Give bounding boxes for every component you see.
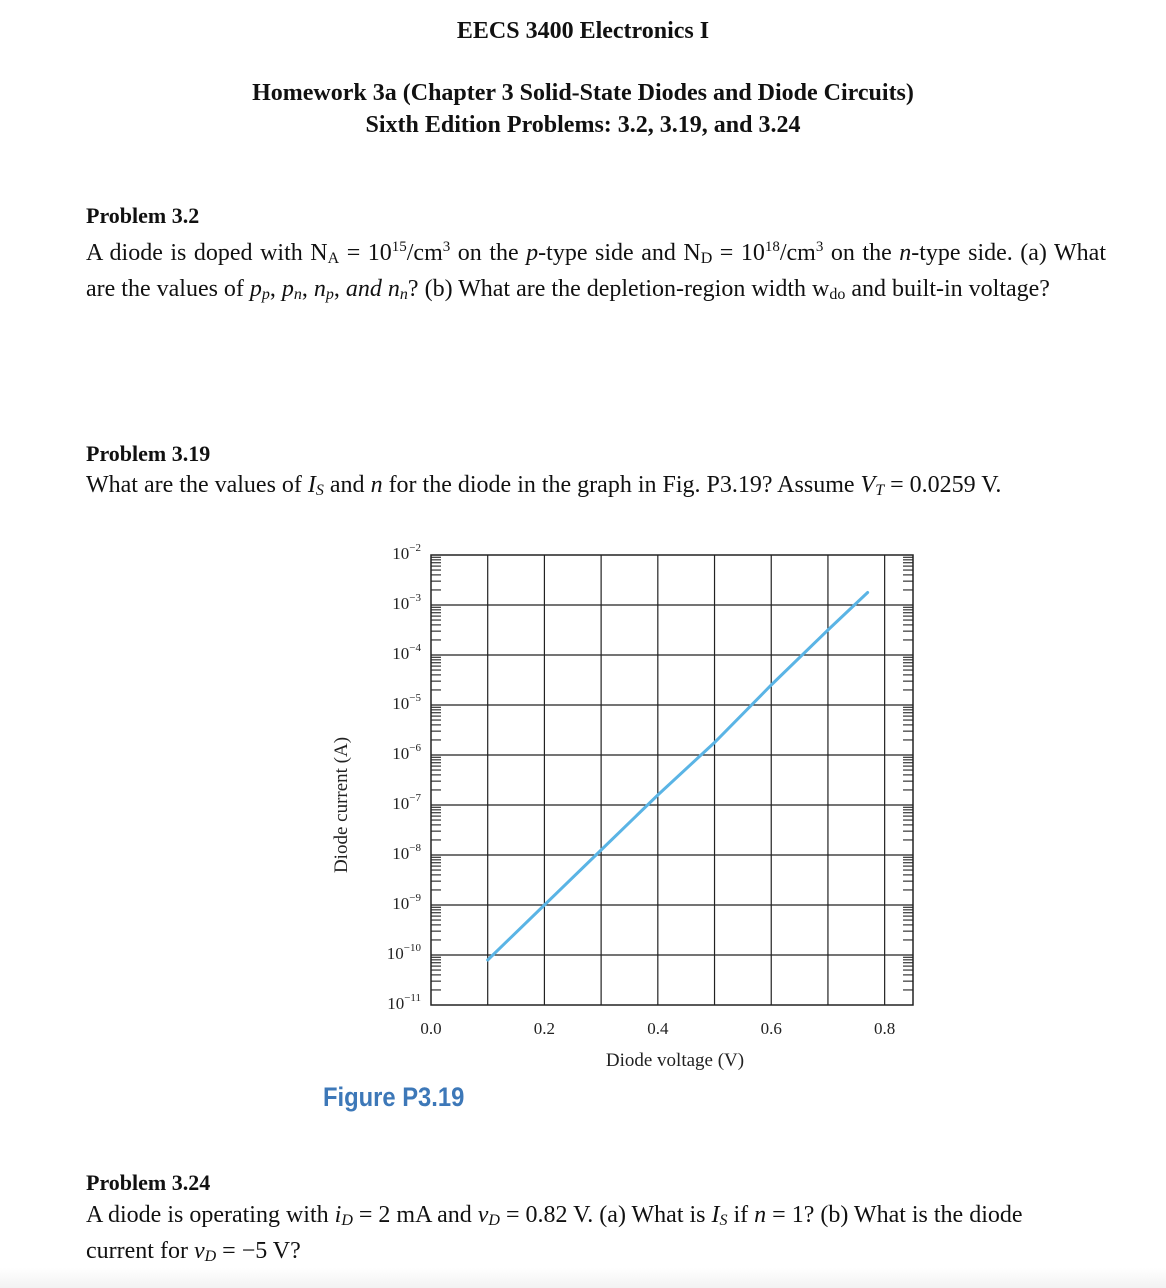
italic-run: p: [526, 240, 539, 266]
diode-iv-chart: [300, 525, 960, 1085]
y-tick-exponent: −10: [403, 942, 421, 954]
text-run: ,: [269, 276, 282, 302]
y-tick-base: 10: [386, 944, 404, 963]
superscript: 3: [442, 239, 451, 255]
italic-run: v: [193, 1238, 205, 1264]
y-tick-base: 10: [392, 594, 410, 613]
y-axis-title: Diode current (A): [331, 736, 352, 874]
y-tick-exponent: −7: [409, 792, 421, 804]
y-tick-label: [392, 592, 421, 613]
subscript: p: [261, 286, 270, 303]
subscript: D: [700, 250, 713, 267]
problem-3-24-text: [86, 1200, 1076, 1272]
y-tick-base: 10: [392, 894, 410, 913]
subscript: n: [399, 286, 408, 303]
subscript: D: [341, 1212, 353, 1229]
italic-run: v: [477, 1202, 489, 1228]
subscript: do: [829, 286, 846, 303]
problem-3-24-heading: Problem 3.24: [86, 1170, 211, 1195]
y-tick-exponent: −6: [409, 742, 421, 754]
y-tick-label: [387, 992, 421, 1013]
italic-run: n: [754, 1202, 767, 1228]
y-tick-exponent: −3: [409, 592, 421, 604]
subscript: p: [325, 286, 334, 303]
x-tick-label: 0.4: [647, 1019, 669, 1038]
y-tick-base: 10: [392, 744, 410, 763]
text-run: A diode is doped with N: [86, 240, 328, 266]
x-tick-label: 0.8: [874, 1019, 896, 1038]
y-tick-base: 10: [392, 694, 410, 713]
italic-run: n: [370, 472, 383, 498]
y-tick-base: 10: [392, 544, 410, 563]
italic-run: and n: [345, 276, 400, 302]
y-tick-base: 10: [392, 844, 410, 863]
text-run: = 1? (b) What is the diode current for: [86, 1202, 1023, 1264]
subscript: T: [875, 482, 885, 499]
italic-run: i: [334, 1202, 342, 1228]
text-run: /cm: [406, 240, 443, 266]
page-bottom-shade: [0, 1268, 1166, 1288]
y-tick-label: [392, 692, 421, 713]
text-run: for the diode in the graph in Fig. P3.19? Assume: [382, 472, 861, 498]
y-tick-label: [392, 892, 421, 913]
problem-3-19-text: [86, 470, 1106, 506]
y-tick-base: 10: [392, 794, 410, 813]
text-run: = 0.82 V. (a) What is: [499, 1202, 712, 1228]
y-tick-label: [392, 792, 421, 813]
subscript: S: [315, 482, 324, 499]
text-run: = 0.0259 V.: [884, 472, 1002, 498]
x-axis-title: Diode voltage (V): [605, 1050, 745, 1071]
y-tick-base: 10: [387, 994, 405, 1013]
text-run: = 10: [339, 240, 392, 266]
y-tick-exponent: −2: [409, 542, 421, 554]
italic-run: I: [307, 472, 316, 498]
text-run: = −5 V?: [216, 1238, 301, 1264]
y-tick-label: [392, 642, 421, 663]
text-run: if: [727, 1202, 755, 1228]
text-run: on the: [450, 240, 527, 266]
y-tick-exponent: −11: [404, 992, 421, 1004]
text-run: = 10: [712, 240, 765, 266]
problems-list: Sixth Edition Problems: 3.2, 3.19, and 3.24: [365, 112, 801, 138]
superscript: 18: [764, 239, 780, 255]
italic-run: p: [249, 276, 262, 302]
text-run: on the: [823, 240, 900, 266]
italic-run: I: [711, 1202, 720, 1228]
subscript: D: [488, 1212, 500, 1229]
x-tick-label: 0.0: [420, 1019, 442, 1038]
x-tick-label: 0.6: [760, 1019, 782, 1038]
y-tick-exponent: −5: [409, 692, 421, 704]
subscript: D: [204, 1248, 217, 1265]
italic-run: p: [281, 276, 294, 302]
problem-3-2-heading: Problem 3.2: [86, 203, 200, 228]
y-tick-exponent: −8: [409, 842, 421, 854]
text-run: What are the values of: [86, 472, 308, 498]
text-run: and built-in voltage?: [845, 276, 1050, 302]
superscript: 3: [815, 239, 824, 255]
text-run: = 2 mA and: [352, 1202, 478, 1228]
text-run: /cm: [779, 240, 816, 266]
problem-3-19-heading: Problem 3.19: [86, 441, 211, 466]
italic-run: n: [313, 276, 326, 302]
y-tick-exponent: −9: [409, 892, 421, 904]
problem-3-2-text: [86, 232, 1106, 310]
text-run: ? (b) What are the depletion-region width w: [407, 276, 830, 302]
subscript: n: [293, 286, 302, 303]
homework-title: Homework 3a (Chapter 3 Solid-State Diodes and Diode Circuits): [252, 80, 914, 106]
italic-run: n: [899, 240, 912, 266]
y-tick-label: [392, 542, 421, 563]
y-tick-label: [392, 742, 421, 763]
y-tick-base: 10: [392, 644, 410, 663]
figure-caption: Figure P3.19: [323, 1082, 465, 1112]
text-run: and: [323, 472, 371, 498]
text-run: A diode is operating with: [86, 1202, 335, 1228]
text-run: ,: [333, 276, 346, 302]
subscript: A: [327, 250, 340, 267]
text-run: -type side and N: [538, 240, 701, 266]
y-tick-exponent: −4: [409, 642, 421, 654]
text-run: ,: [301, 276, 314, 302]
y-tick-label: [387, 942, 422, 963]
y-tick-label: [392, 842, 421, 863]
superscript: 15: [391, 239, 407, 255]
text-run: -type side. (a) What are the values of: [86, 240, 1106, 302]
x-tick-label: 0.2: [533, 1019, 556, 1038]
subscript: S: [719, 1212, 728, 1229]
italic-run: V: [860, 472, 876, 498]
course-title: EECS 3400 Electronics I: [456, 18, 710, 44]
